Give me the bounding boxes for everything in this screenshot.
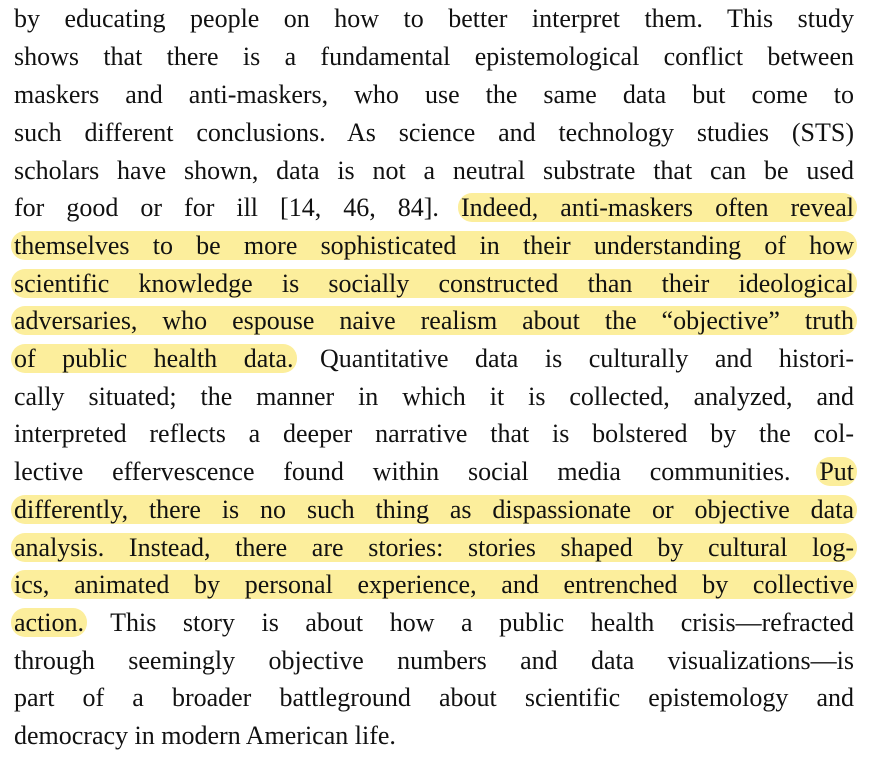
- text-line: [14, 529, 854, 567]
- text-line: part of a broader battleground about scientific epistemology and: [14, 683, 854, 712]
- text-line: democracy in modern American life.: [14, 721, 396, 750]
- text-line: by educating people on how to better interpret them. This study: [14, 4, 854, 33]
- highlighted-text: differently, there is no such thing as dispassionate or objective data: [11, 495, 857, 524]
- text-line: through seemingly objective numbers and data visualizations—is: [14, 646, 854, 675]
- text-line: [14, 302, 854, 340]
- text-line: [14, 604, 854, 642]
- text-line: such different conclusions. As science and technology studies (STS): [14, 118, 854, 147]
- highlighted-text: action.: [11, 608, 87, 637]
- text-line: maskers and anti-maskers, who use the same data but come to: [14, 80, 854, 109]
- highlighted-text: of public health data.: [11, 344, 297, 373]
- highlighted-text: scientific knowledge is socially constructed than their ideological: [11, 269, 857, 298]
- text-line: cally situated; the manner in which it is collected, analyzed, and: [14, 382, 854, 411]
- text-line: [14, 265, 854, 303]
- highlighted-text: themselves to be more sophisticated in their understanding of how: [11, 231, 857, 260]
- text-line: shows that there is a fundamental epistemological conflict between: [14, 42, 854, 71]
- plain-text: lective effervescence found within social media communities.: [14, 457, 791, 486]
- highlighted-text: Put: [816, 457, 857, 486]
- text-line: [14, 227, 854, 265]
- plain-text: This story is about how a public health crisis—refracted: [110, 608, 854, 637]
- highlighted-text: adversaries, who espouse naive realism about the “objective” truth: [11, 306, 857, 335]
- text-line: [14, 566, 854, 604]
- plain-text: for good or for ill [14, 46, 84].: [14, 193, 439, 222]
- plain-text: Quantitative data is culturally and histori-: [320, 344, 854, 373]
- text-line: [14, 491, 854, 529]
- text-line: scholars have shown, data is not a neutral substrate that can be used: [14, 156, 854, 185]
- highlighted-text: analysis. Instead, there are stories: stories shaped by cultural log-: [11, 533, 857, 562]
- text-line: [14, 189, 854, 227]
- text-line: [14, 453, 854, 491]
- highlighted-text: Indeed, anti-maskers often reveal: [458, 193, 857, 222]
- text-line: [14, 340, 854, 378]
- text-line: interpreted reflects a deeper narrative that is bolstered by the col-: [14, 419, 854, 448]
- highlighted-text: ics, animated by personal experience, and entrenched by collective: [11, 570, 857, 599]
